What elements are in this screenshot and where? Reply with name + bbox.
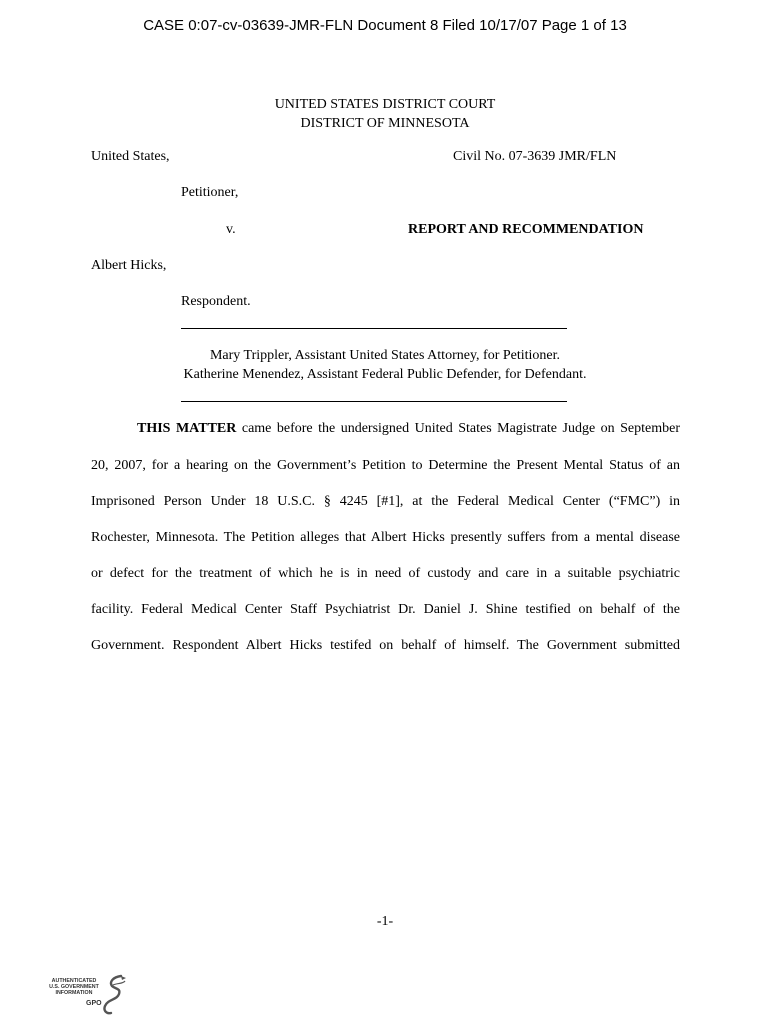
body-line-4: Rochester, Minnesota. The Petition alleges that Albert Hicks presently suffers from a mental disease (91, 530, 680, 545)
body-line-7: Government. Respondent Albert Hicks testifed on behalf of himself. The Government submitted (91, 638, 680, 653)
respondent-name: Albert Hicks, (91, 258, 167, 273)
civil-number: Civil No. 07-3639 JMR/FLN (453, 149, 617, 164)
petitioner-name: United States, (91, 149, 170, 164)
body-line-1-text: came before the undersigned United States Magistrate Judge on September (241, 421, 681, 436)
gpo-authentication-seal (44, 973, 134, 1015)
court-heading (0, 95, 770, 133)
body-line-5: or defect for the treatment of which he is in need of custody and care in a suitable psychiatric (91, 566, 680, 581)
counsel-defendant: Katherine Menendez, Assistant Federal Public Defender, for Defendant. (183, 367, 587, 382)
body-lead: THIS MATTER (137, 421, 237, 436)
seal-line-1: AUTHENTICATED (51, 978, 97, 984)
seal-text (44, 978, 104, 996)
body-line-2: 20, 2007, for a hearing on the Government’s Petition to Determine the Present Mental Status of an (91, 458, 680, 473)
body-line-1 (137, 421, 680, 437)
court-district: DISTRICT OF MINNESOTA (300, 116, 470, 131)
body-line-3: Imprisoned Person Under 18 U.S.C. § 4245 [#1], at the Federal Medical Center (“FMC”) in (91, 494, 680, 509)
counsel-divider (181, 401, 567, 402)
gpo-eagle-icon (99, 973, 129, 1015)
seal-line-3: INFORMATION (55, 990, 93, 996)
caption-divider (181, 328, 567, 329)
seal-gpo-mark: GPO (86, 1000, 102, 1007)
respondent-role: Respondent. (181, 294, 251, 309)
page-number: -1- (376, 914, 394, 929)
body-line-6: facility. Federal Medical Center Staff Psychiatrist Dr. Daniel J. Shine testified on behalf of the (91, 602, 680, 617)
seal-line-2: U.S. GOVERNMENT (49, 984, 99, 990)
versus: v. (226, 222, 236, 237)
case-header: CASE 0:07-cv-03639-JMR-FLN Document 8 Filed 10/17/07 Page 1 of 13 (143, 17, 627, 34)
document-title: REPORT AND RECOMMENDATION (408, 222, 644, 237)
petitioner-role: Petitioner, (181, 185, 239, 200)
counsel-petitioner: Mary Trippler, Assistant United States Attorney, for Petitioner. (209, 348, 561, 363)
court-name: UNITED STATES DISTRICT COURT (274, 97, 496, 112)
